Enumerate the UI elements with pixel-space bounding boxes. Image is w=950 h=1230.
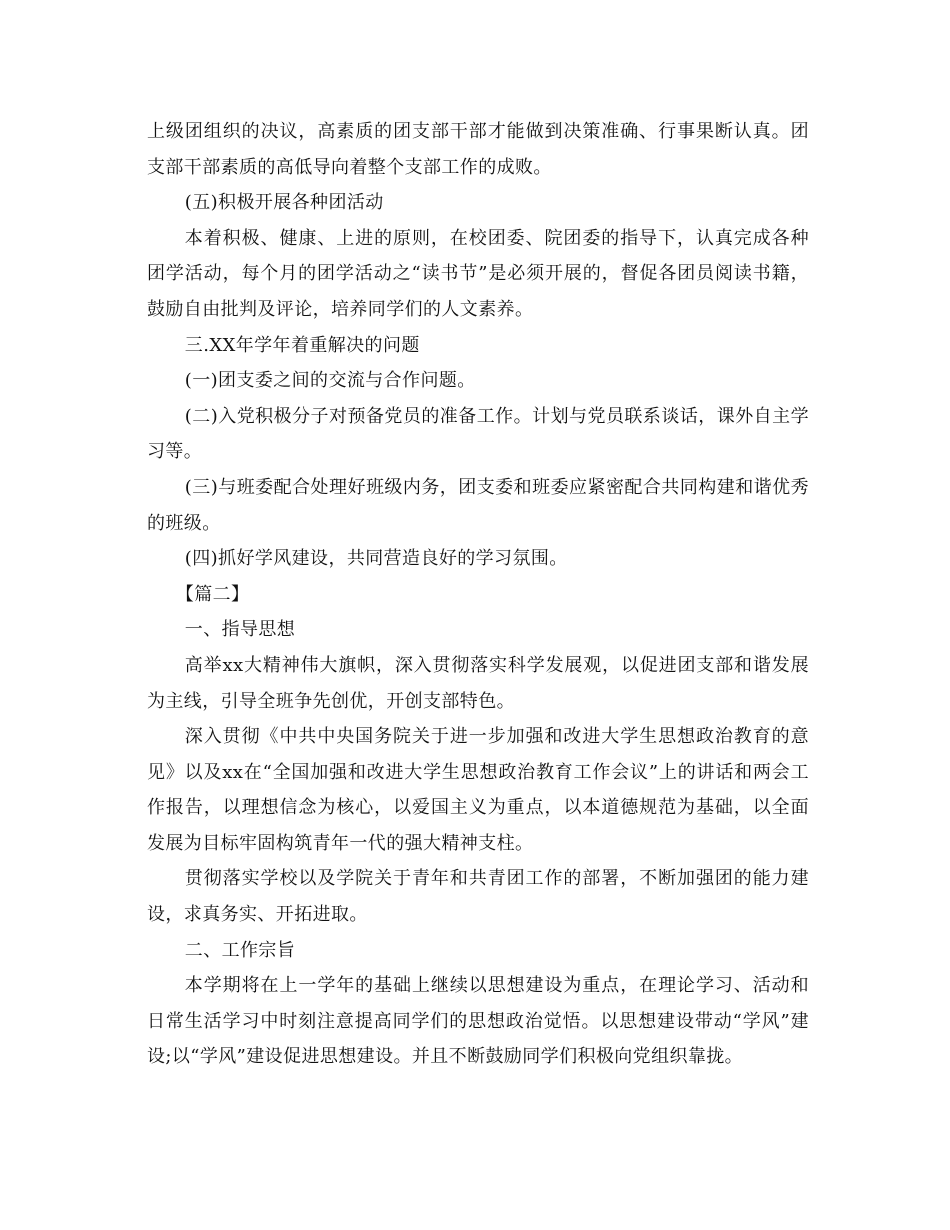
- section-heading: 三.XX年学年着重解决的问题: [184, 334, 420, 356]
- paragraph: (二)入党积极分子对预备党员的准备工作。计划与党员联系谈话，课外自主学习等。: [147, 405, 809, 463]
- paragraph-continued: 上级团组织的决议，高素质的团支部干部才能做到决策准确、行事果断认真。团支部干部素质的高低导向着整个支部工作的成败。: [147, 121, 809, 178]
- subsection-heading: (四)抓好学风建设，共同营造良好的学习氛围。: [184, 548, 568, 570]
- subsection-heading: (五)积极开展各种团活动: [184, 192, 384, 214]
- paragraph: (三)与班委配合处理好班级内务，团支委和班委应紧密配合共同构建和谐优秀的班级。: [147, 476, 809, 534]
- paragraph: 本着积极、健康、上进的原则，在校团委、院团委的指导下，认真完成各种团学活动，每个月的团学活动之“读书节”是必须开展的，督促各团员阅读书籍，鼓励自由批判及评论，培养同学们的人文素养。: [147, 227, 809, 320]
- paragraph: 贯彻落实学校以及学院关于青年和共青团工作的部署，不断加强团的能力建设，求真务实、开拓进取。: [147, 868, 809, 926]
- section-heading: 二、工作宗旨: [184, 939, 296, 961]
- paragraph: 本学期将在上一学年的基础上继续以思想建设为重点，在理论学习、活动和日常生活学习中时刻注意提高同学们的思想政治觉悟。以思想建设带动“学风”建设;以“学风”建设促进思想建设。并且不断鼓励同学们积极向党组织靠拢。: [147, 975, 809, 1068]
- paragraph: 高举xx大精神伟大旗帜，深入贯彻落实科学发展观，以促进团支部和谐发展为主线，引导全班争先创优，开创支部特色。: [147, 654, 809, 712]
- subsection-heading: (一)团支委之间的交流与合作问题。: [184, 370, 476, 392]
- part-heading: 【篇二】: [175, 583, 250, 605]
- document-body: [147, 114, 809, 1075]
- section-heading: 一、指导思想: [184, 619, 296, 641]
- paragraph: 深入贯彻《中共中央国务院关于进一步加强和改进大学生思想政治教育的意见》以及xx在“全国加强和改进大学生思想政治教育工作会议”上的讲话和两会工作报告，以理想信念为核心，以爱国主义为重点，以本道德规范为基础，以全面发展为目标牢固构筑青年一代的强大精神支柱。: [147, 726, 809, 854]
